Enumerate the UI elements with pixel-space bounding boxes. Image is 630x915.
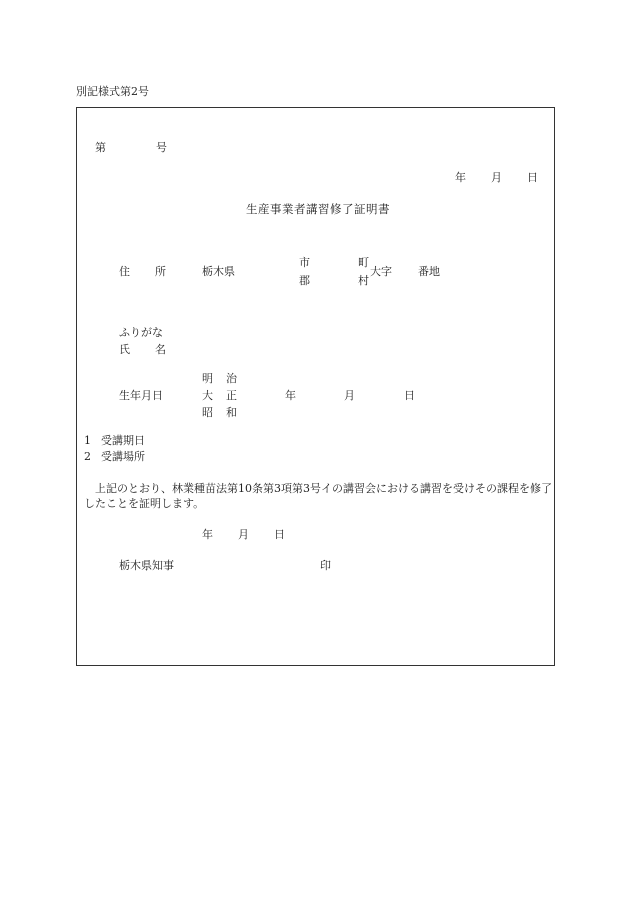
issue-date-year: 年	[455, 171, 466, 184]
address-label-2: 所	[155, 265, 166, 278]
form-number: 別記様式第2号	[76, 85, 149, 98]
address-village: 村	[358, 274, 369, 287]
birth-day: 日	[404, 389, 415, 402]
item-2-label: 受講場所	[101, 450, 145, 463]
certificate-frame	[76, 107, 555, 666]
birth-label: 生年月日	[119, 389, 163, 402]
birth-era-showa-1: 昭	[202, 406, 213, 419]
birth-year: 年	[285, 389, 296, 402]
certificate-title: 生産事業者講習修了証明書	[246, 202, 390, 216]
issue-date-day: 日	[527, 171, 538, 184]
name-label-1: 氏	[119, 343, 130, 356]
address-label-1: 住	[119, 265, 130, 278]
birth-era-taisho-2: 正	[226, 389, 237, 402]
cert-date-year: 年	[202, 528, 213, 541]
issuer-name: 栃木県知事	[119, 559, 174, 572]
address-town: 町	[358, 256, 369, 269]
address-aza: 大字	[370, 265, 392, 278]
birth-era-meiji-2: 治	[226, 372, 237, 385]
address-city: 市	[299, 256, 310, 269]
issue-date-month: 月	[491, 171, 502, 184]
item-1-label: 受講期日	[101, 434, 145, 447]
address-prefecture: 栃木県	[202, 265, 235, 278]
name-furigana-label: ふりがな	[119, 326, 163, 339]
seal-mark: 印	[320, 559, 331, 572]
doc-number-prefix: 第	[95, 141, 106, 154]
item-2-number: 2	[84, 450, 91, 463]
name-label-2: 名	[155, 343, 166, 356]
birth-month: 月	[344, 389, 355, 402]
address-county: 郡	[299, 274, 310, 287]
certification-statement: 上記のとおり、林業種苗法第10条第3項第3号イの講習会における講習を受けその課程を修了したことを証明します。	[84, 482, 552, 510]
item-1-number: 1	[84, 434, 91, 447]
birth-era-showa-2: 和	[226, 406, 237, 419]
birth-era-meiji-1: 明	[202, 372, 213, 385]
doc-number-suffix: 号	[156, 141, 167, 154]
cert-date-month: 月	[238, 528, 249, 541]
birth-era-taisho-1: 大	[202, 389, 213, 402]
address-banchi: 番地	[418, 265, 440, 278]
cert-date-day: 日	[274, 528, 285, 541]
